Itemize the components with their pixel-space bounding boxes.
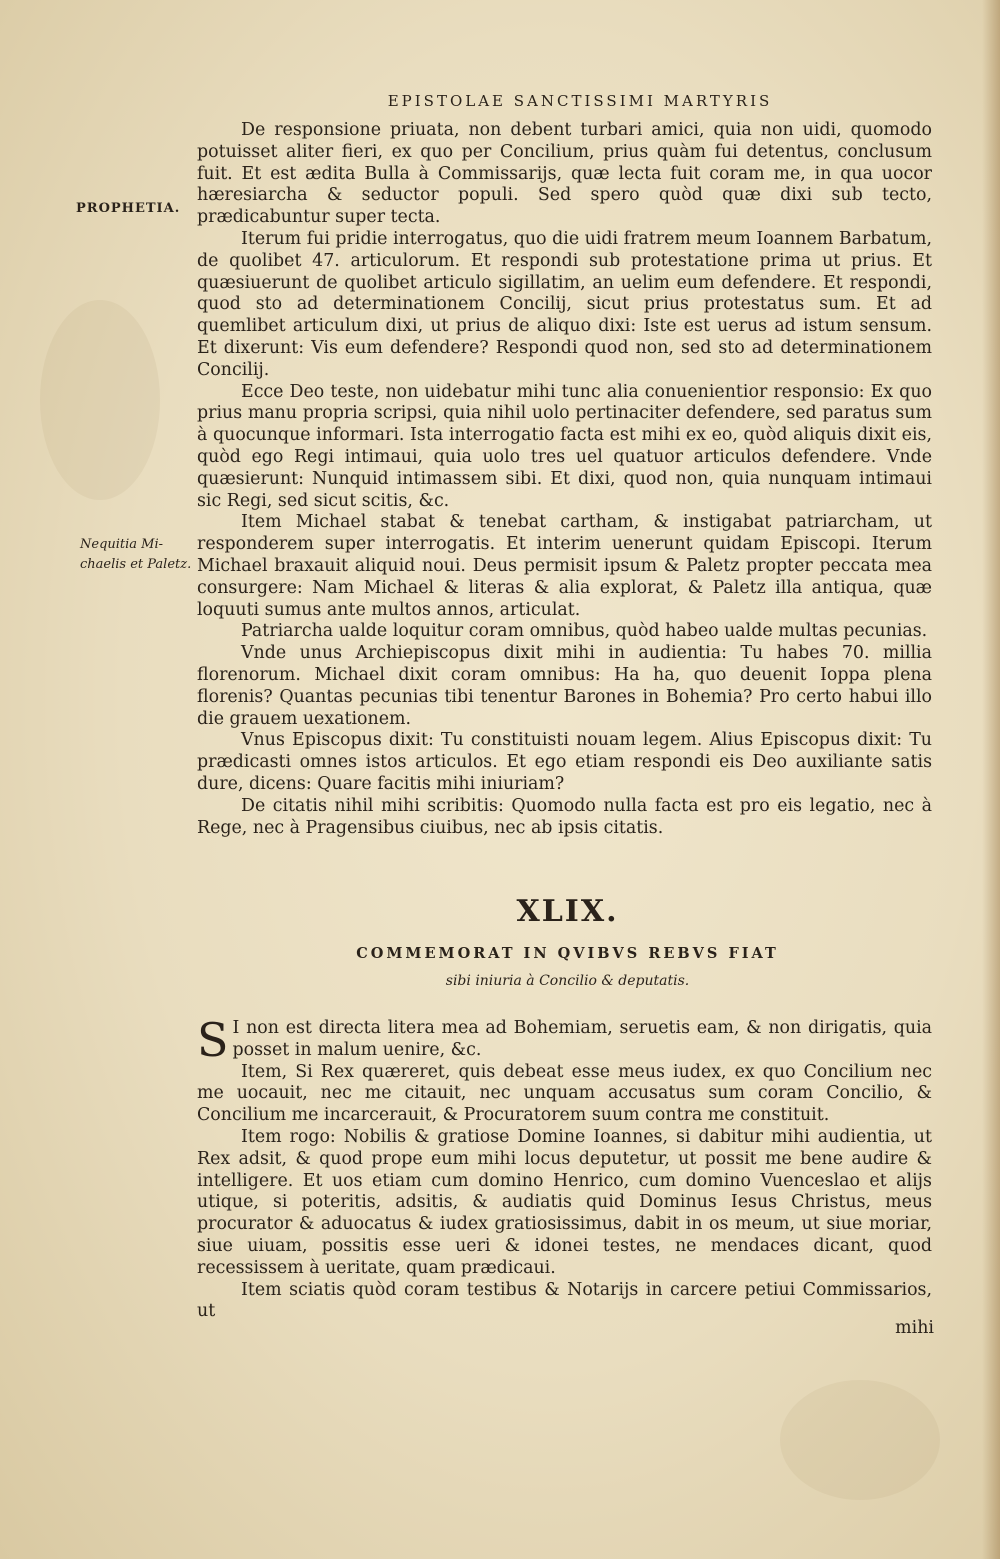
paragraph: Item rogo: Nobilis & gratiose Domine Ioannes, si dabitur mihi audientia, ut Rex adsit, & quod prope eum mihi locus deputetur, ut possit me bene audire & intelligere. Et uos etiam cum domino Henrico, cum domino Vuenceslao et alijs utique, si poteritis, adsitis, & audiatis quid Dominus Iesus Christus, meus procurator & aduocatus & iudex gratiosissimus, dabit in os meum, ut siue moriar, siue uiuam, possitis esse ueri & idonei testes, ne mendaces dicant, quod recessissem à ueritate, quam prædicaui.: [197, 1126, 932, 1278]
paper-stain: [40, 300, 160, 500]
paragraph: Iterum fui pridie interrogatus, quo die uidi fratrem meum Ioannem Barbatum, de quolibet 47. articulorum. Et respondi sub protestatione prima ut prius. Et quæsiuerunt de quolibet articulo sigillatim, an uelim eum defendere. Et respondi, quod sto ad determinationem Concilij, sicut prius protestatus sum. Et ad quemlibet articulum dixi, ut prius de aliquo dixi: Iste est uerus ad istum sensum. Et dixerunt: Vis eum defendere? Respondi quod non, sed sto ad determinationem Concilij.: [197, 228, 932, 380]
paragraph: Vnde unus Archiepiscopus dixit mihi in audientia: Tu habes 70. millia florenorum. Michael dixit coram omnibus: Ha ha, quo deuenit Ioppa plena florenis? Quantas pecunias tibi tenentur Barones in Bohemia? Pro certo habui illo die grauem uexationem.: [197, 643, 932, 729]
margin-note-nequitia-1: Nequitia Mi-: [80, 537, 164, 552]
paragraph: Vnus Episcopus dixit: Tu constituisti nouam legem. Alius Episcopus dixit: Tu prædicasti omnes istos articulos. Et ego etiam respondi eis Deo auxiliante satis dure, dicens: Quare facitis mihi iniuriam?: [197, 730, 932, 794]
drop-cap: S: [197, 1013, 229, 1067]
chapter-number: XLIX.: [516, 894, 619, 929]
first-paragraph-text: I non est directa litera mea ad Bohemiam, seruetis eam, & non dirigatis, quia posset in malum uenire, &c.: [232, 1018, 932, 1060]
paragraph: Item sciatis quòd coram testibus & Notarijs in carcere petiui Commissarios, ut: [197, 1279, 932, 1322]
paragraph: Patriarcha ualde loquitur coram omnibus, quòd habeo ualde multas pecunias.: [241, 621, 928, 642]
margin-note-prophetia: PROPHETIA.: [76, 201, 181, 216]
catchword: mihi: [895, 1318, 934, 1338]
margin-note-nequitia-2: chaelis et Paletz.: [80, 557, 192, 572]
paragraph: De responsione priuata, non debent turbari amici, quia non uidi, quomodo potuisset aliter fieri, ex quo per Concilium, prius quàm fui detentus, conclusum fuit. Et est ædita Bulla à Commissarijs, quæ lecta fuit coram me, in qua uocor hæresiarcha & seductor populi. Sed spero quòd quæ dixi sub tecto, prædicabuntur super tecta.: [197, 120, 932, 228]
page-edge-shadow: [982, 0, 1000, 1559]
upper-text-block: [197, 120, 932, 839]
paper-stain: [780, 1380, 940, 1500]
paragraph: Item Michael stabat & tenebat cartham, & instigabat patriarcham, ut responderem super interrogatis. Et interim uenerunt quidam Episcopi. Iterum Michael braxauit aliquid noui. Deus permisit ipsum & Paletz propter peccata mea consurgere: Nam Michael & literas & alia explorat, & Paletz illa antiqua, quæ loquuti sumus ante multos annos, articulat.: [197, 512, 932, 620]
running-head: EPISTOLAE SANCTISSIMI MARTYRIS: [387, 92, 773, 110]
chapter-subtitle: sibi iniuria à Concilio & deputatis.: [445, 973, 690, 989]
paragraph: De citatis nihil mihi scribitis: Quomodo nulla facta est pro eis legatio, nec à Rege, nec à Pragensibus ciuibus, nec ab ipsis citatis.: [197, 795, 932, 838]
chapter-title: COMMEMORAT IN QVIBVS REBVS FIAT: [356, 945, 779, 962]
paragraph: Item, Si Rex quæreret, quis debeat esse meus iudex, ex quo Concilium nec me uocauit, nec me citauit, nec unquam accusatus sum coram Concilio, & Concilium me incarcerauit, & Procuratorem suum contra me constituit.: [197, 1061, 932, 1126]
paragraph-first: [197, 1013, 932, 1067]
lower-text-block: [197, 1013, 932, 1323]
paragraph: Ecce Deo teste, non uidebatur mihi tunc alia conuenientior responsio: Ex quo prius manu propria scripsi, quia nihil uolo pertinaciter defendere, sed paratus sum à quocunque informari. Ista interrogatio facta est mihi ex eo, quòd aliquis dixit eis, quòd ego Regi intimaui, quia uolo tres uel quatuor articulos defendere. Vnde quæsierunt: Nunquid intimassem sibi. Et dixi, quod non, quia nunquam intimaui sic Regi, sed sicut scitis, &c.: [197, 381, 932, 511]
